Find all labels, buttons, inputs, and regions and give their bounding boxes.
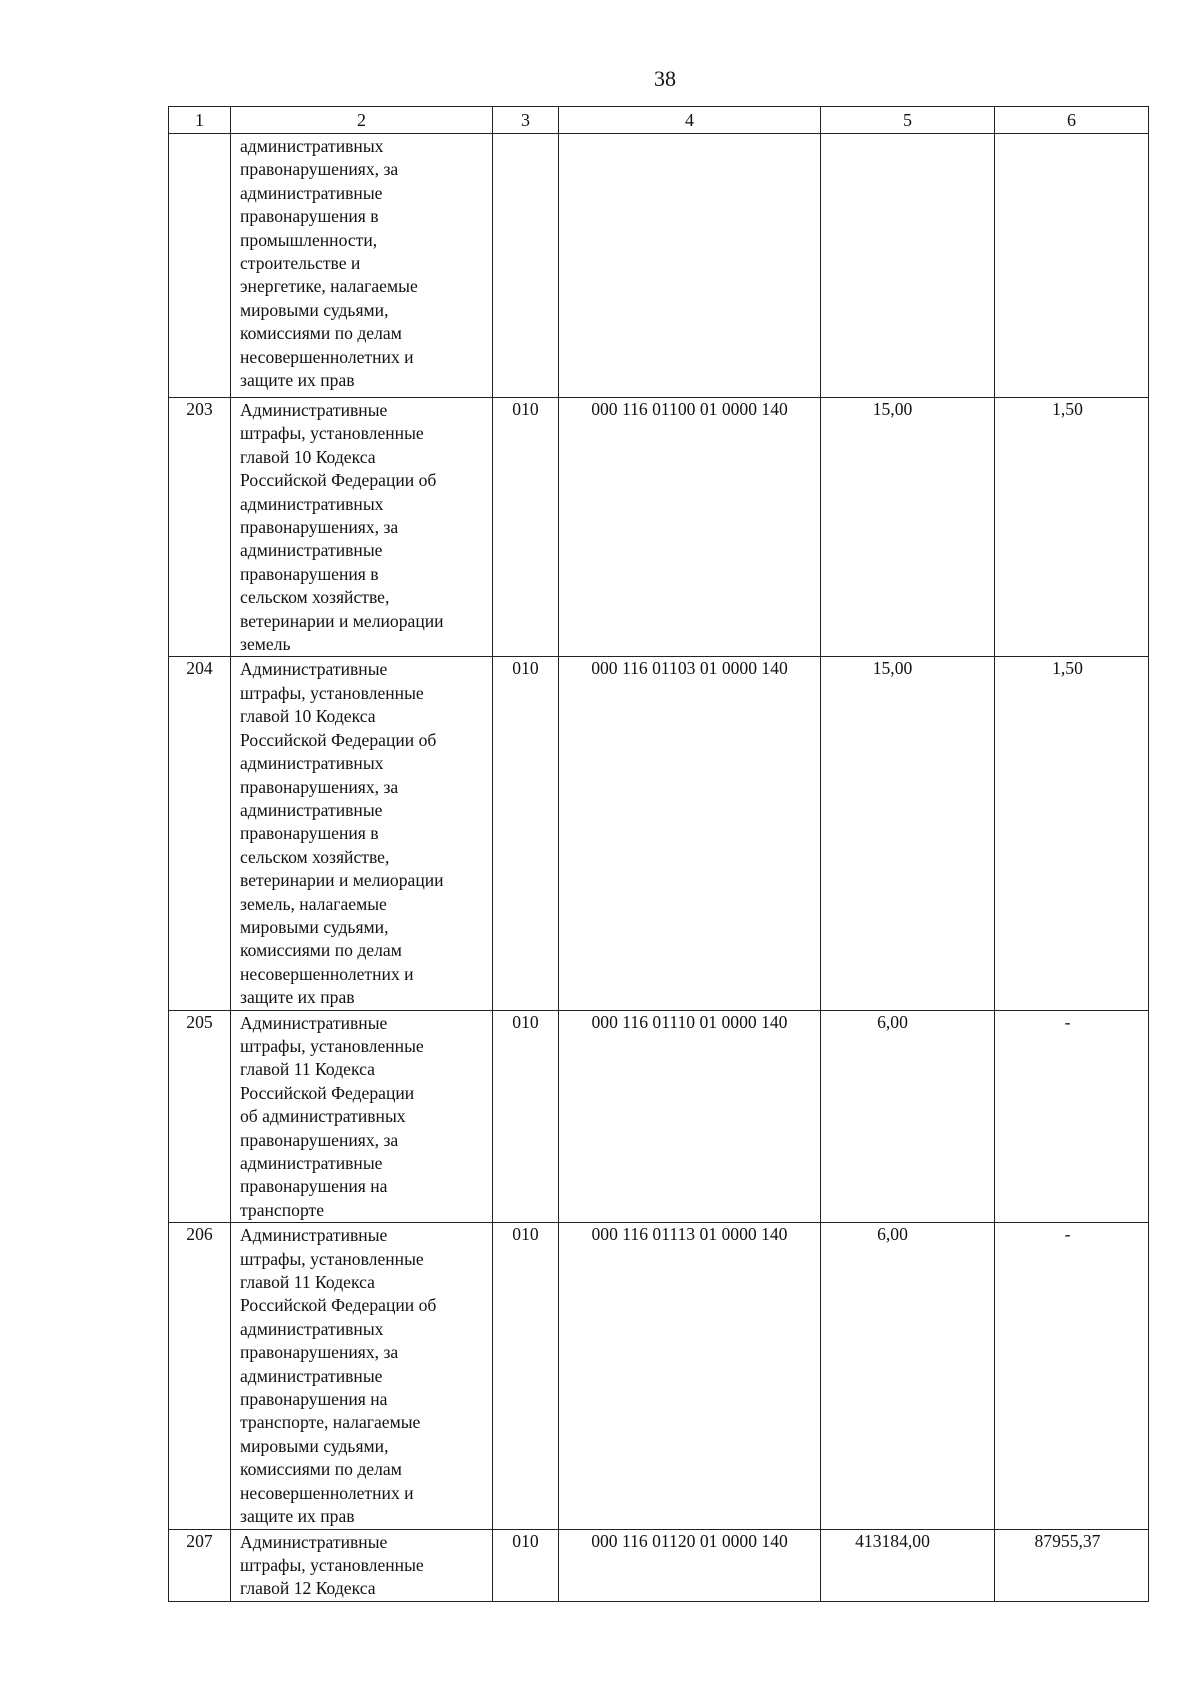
description-line: штрафы, установленные bbox=[240, 423, 424, 444]
description-line: правонарушениях, за bbox=[240, 1129, 399, 1150]
row-value-6: 87955,37 bbox=[995, 1529, 1149, 1601]
description-line: сельском хозяйстве, bbox=[240, 587, 390, 608]
row-kbk: 000 116 01113 01 0000 140 bbox=[559, 1223, 821, 1529]
row-value-6 bbox=[995, 134, 1149, 398]
description-line: административных bbox=[240, 136, 384, 156]
description-line: Административные bbox=[240, 659, 388, 680]
row-code: 010 bbox=[493, 398, 559, 657]
description-line: главой 10 Кодекса bbox=[240, 706, 376, 727]
header-col-5: 5 bbox=[821, 107, 995, 134]
description-line: комиссиями по делам bbox=[240, 323, 402, 344]
header-col-3: 3 bbox=[493, 107, 559, 134]
description-line: административные bbox=[240, 799, 383, 820]
row-code: 010 bbox=[493, 657, 559, 1010]
table-row-207 bbox=[169, 1529, 1149, 1601]
description-line: правонарушения на bbox=[240, 1389, 388, 1410]
table-row-203 bbox=[169, 398, 1149, 657]
description-line: правонарушения в bbox=[240, 823, 379, 844]
row-kbk bbox=[559, 134, 821, 398]
description-line: земель, налагаемые bbox=[240, 893, 387, 914]
table-row-206 bbox=[169, 1223, 1149, 1529]
row-value-5 bbox=[821, 134, 995, 398]
row-kbk: 000 116 01103 01 0000 140 bbox=[559, 657, 821, 1010]
revenue-table bbox=[168, 106, 1149, 1602]
row-description bbox=[231, 398, 493, 657]
header-col-2: 2 bbox=[231, 107, 493, 134]
row-number: 203 bbox=[169, 398, 231, 657]
table-row-204 bbox=[169, 657, 1149, 1010]
description-line: главой 10 Кодекса bbox=[240, 446, 376, 467]
description-line: правонарушениях, за bbox=[240, 1342, 399, 1363]
row-value-5: 6,00 bbox=[821, 1010, 995, 1223]
row-description bbox=[231, 134, 493, 398]
row-description bbox=[231, 1529, 493, 1601]
description-line: Российской Федерации bbox=[240, 1082, 415, 1103]
description-line: несовершеннолетних и bbox=[240, 963, 414, 984]
row-number: 207 bbox=[169, 1529, 231, 1601]
description-line: главой 11 Кодекса bbox=[240, 1272, 375, 1293]
description-line: правонарушениях, за bbox=[240, 159, 399, 180]
description-line: промышленности, bbox=[240, 229, 378, 250]
description-line: главой 12 Кодекса bbox=[240, 1578, 376, 1599]
description-line: административные bbox=[240, 1153, 383, 1173]
row-value-5: 6,00 bbox=[821, 1223, 995, 1529]
row-code: 010 bbox=[493, 1223, 559, 1529]
header-col-6: 6 bbox=[995, 107, 1149, 134]
table-row-205 bbox=[169, 1010, 1149, 1223]
header-col-1: 1 bbox=[169, 107, 231, 134]
description-line: энергетике, налагаемые bbox=[240, 276, 418, 297]
description-line: ветеринарии и мелиорации bbox=[240, 870, 444, 891]
description-line: защите их прав bbox=[240, 1506, 355, 1527]
description-line: несовершеннолетних и bbox=[240, 1482, 414, 1503]
row-value-5: 15,00 bbox=[821, 657, 995, 1010]
description-line: административных bbox=[240, 493, 384, 514]
row-value-5: 15,00 bbox=[821, 398, 995, 657]
row-kbk: 000 116 01100 01 0000 140 bbox=[559, 398, 821, 657]
description-line: Российской Федерации об bbox=[240, 1295, 437, 1316]
row-code: 010 bbox=[493, 1010, 559, 1223]
description-line: административные bbox=[240, 540, 383, 561]
row-value-6: - bbox=[995, 1010, 1149, 1223]
row-value-6: 1,50 bbox=[995, 657, 1149, 1010]
description-line: об административных bbox=[240, 1106, 406, 1127]
description-line: правонарушения в bbox=[240, 563, 379, 584]
row-value-5: 413184,00 bbox=[821, 1529, 995, 1601]
description-line: мировыми судьями, bbox=[240, 916, 389, 937]
description-line: правонарушениях, за bbox=[240, 517, 399, 538]
description-line: правонарушения в bbox=[240, 206, 379, 227]
page-number: 38 bbox=[654, 66, 676, 91]
description-line: главой 11 Кодекса bbox=[240, 1059, 375, 1080]
description-line: административных bbox=[240, 1318, 384, 1339]
header-col-4: 4 bbox=[559, 107, 821, 134]
description-line: несовершеннолетних и bbox=[240, 346, 414, 367]
description-line: штрафы, установленные bbox=[240, 1554, 424, 1575]
description-line: земель bbox=[240, 634, 291, 655]
description-line: мировыми судьями, bbox=[240, 1435, 389, 1456]
row-description bbox=[231, 1223, 493, 1529]
description-line: Административные bbox=[240, 1531, 388, 1552]
row-number: 204 bbox=[169, 657, 231, 1010]
row-code: 010 bbox=[493, 1529, 559, 1601]
row-value-6: - bbox=[995, 1223, 1149, 1529]
description-line: строительстве и bbox=[240, 253, 361, 274]
description-line: Административные bbox=[240, 1012, 388, 1033]
description-line: правонарушениях, за bbox=[240, 776, 399, 797]
description-line: комиссиями по делам bbox=[240, 1459, 402, 1480]
description-line: Административные bbox=[240, 400, 388, 420]
row-description bbox=[231, 1010, 493, 1223]
description-line: мировыми судьями, bbox=[240, 299, 389, 320]
description-line: правонарушения на bbox=[240, 1176, 388, 1197]
description-line: защите их прав bbox=[240, 987, 355, 1008]
row-kbk: 000 116 01110 01 0000 140 bbox=[559, 1010, 821, 1223]
description-line: административные bbox=[240, 1365, 383, 1386]
description-line: административные bbox=[240, 182, 383, 203]
description-line: Российской Федерации об bbox=[240, 729, 437, 750]
description-line: ветеринарии и мелиорации bbox=[240, 610, 444, 631]
row-description bbox=[231, 657, 493, 1010]
row-kbk: 000 116 01120 01 0000 140 bbox=[559, 1529, 821, 1601]
description-line: комиссиями по делам bbox=[240, 940, 402, 961]
description-line: штрафы, установленные bbox=[240, 1035, 424, 1056]
description-line: Административные bbox=[240, 1225, 388, 1246]
description-line: защите их прав bbox=[240, 370, 355, 391]
description-line: штрафы, установленные bbox=[240, 682, 424, 703]
row-code bbox=[493, 134, 559, 398]
header-row bbox=[169, 107, 1149, 134]
row-number: 205 bbox=[169, 1010, 231, 1223]
row-number bbox=[169, 134, 231, 398]
description-line: транспорте, налагаемые bbox=[240, 1412, 421, 1433]
description-line: Российской Федерации об bbox=[240, 470, 437, 491]
row-number: 206 bbox=[169, 1223, 231, 1529]
description-line: сельском хозяйстве, bbox=[240, 846, 390, 867]
description-line: административных bbox=[240, 753, 384, 774]
table-row-continuation bbox=[169, 134, 1149, 398]
description-line: штрафы, установленные bbox=[240, 1248, 424, 1269]
row-value-6: 1,50 bbox=[995, 398, 1149, 657]
description-line: транспорте bbox=[240, 1199, 325, 1220]
